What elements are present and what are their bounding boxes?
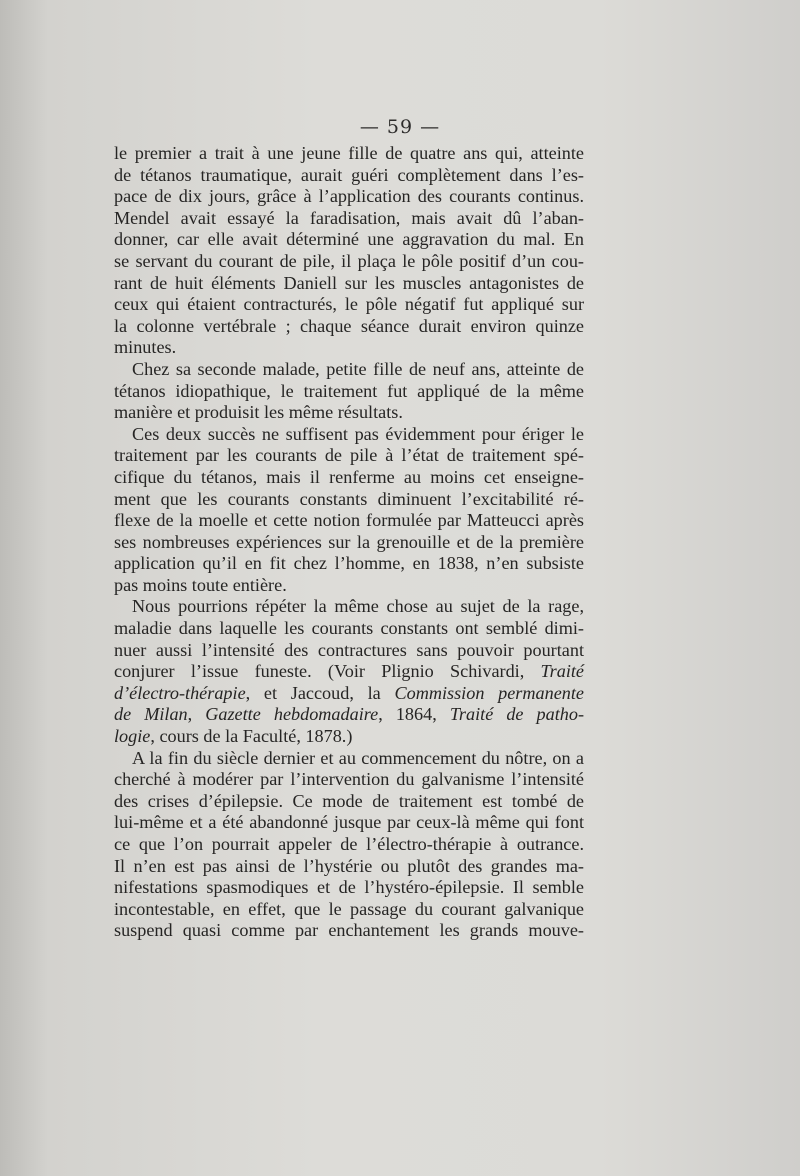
text-line: nifestations spasmodiques et de l’hystéro-épilepsie. Il semble xyxy=(114,877,584,898)
text-line: flexe de la moelle et cette notion formulée par Matteucci après xyxy=(114,510,584,531)
text-line: ce que l’on pourrait appeler de l’électro-thérapie à outrance. xyxy=(114,834,584,854)
text-line: Ces deux succès ne suffisent pas évidemment pour ériger le xyxy=(132,423,584,444)
text-line: pas moins toute entière. xyxy=(114,574,287,595)
text-line: tétanos idiopathique, le traitement fut appliqué de la même xyxy=(114,380,584,401)
text-line: suspend quasi comme par enchantement les grands mouve- xyxy=(114,920,584,941)
text-line: se servant du courant de pile, il plaça le pôle positif d’un cou- xyxy=(114,250,584,271)
text-line: rant de huit éléments Daniell sur les muscles antagonistes de xyxy=(114,272,584,293)
text-line: application qu’il en fit chez l’homme, en 1838, n’en subsiste xyxy=(114,553,584,574)
text-line: cherché à modérer par l’intervention du galvanisme l’intensité xyxy=(114,769,584,790)
text-line: Il n’en est pas ainsi de l’hystérie ou plutôt des grandes ma- xyxy=(114,855,584,876)
text-line: d’électro-thérapie, et Jaccoud, la Commission permanente xyxy=(114,682,584,703)
text-line: ment que les courants constants diminuent l’excitabilité ré- xyxy=(114,488,584,509)
text-line: des crises d’épilepsie. Ce mode de traitement est tombé de xyxy=(114,790,584,811)
text-line: minutes. xyxy=(114,337,177,358)
text-line: logie, cours de la Faculté, 1878.) xyxy=(114,726,353,747)
text-line: lui-même et a été abandonné jusque par ceux-là même qui font xyxy=(114,812,584,833)
text-line: de Milan, Gazette hebdomadaire, 1864, Traité de patho- xyxy=(114,704,585,725)
text-line: Chez sa seconde malade, petite fille de neuf ans, atteinte de xyxy=(132,358,584,379)
text-line: Nous pourrions répéter la même chose au sujet de la rage, xyxy=(132,596,584,617)
text-line: ses nombreuses expériences sur la grenouille et de la première xyxy=(114,531,584,552)
text-line: A la fin du siècle dernier et au commencement du nôtre, on a xyxy=(132,747,584,768)
page-number: — 59 — xyxy=(359,116,441,138)
text-line: cifique du tétanos, mais il renferme au moins cet enseigne- xyxy=(114,466,584,487)
text-line: pace de dix jours, grâce à l’application des courants continus. xyxy=(114,186,584,207)
text-line: manière et produisit les même résultats. xyxy=(114,402,403,423)
text-line: donner, car elle avait déterminé une aggravation du mal. En xyxy=(114,229,584,250)
text-line: le premier a trait à une jeune fille de quatre ans qui, atteinte xyxy=(114,143,584,163)
text-line: Mendel avait essayé la faradisation, mais avait dû l’aban- xyxy=(114,207,584,228)
text-line: traitement par les courants de pile à l’état de traitement spé- xyxy=(114,445,584,466)
body-text xyxy=(114,143,584,942)
text-line: maladie dans laquelle les courants constants ont semblé dimi- xyxy=(114,618,584,639)
text-line: de tétanos traumatique, aurait guéri complètement dans l’es- xyxy=(114,164,584,185)
text-line: ceux qui étaient contracturés, le pôle négatif fut appliqué sur xyxy=(114,294,584,315)
text-line: conjurer l’issue funeste. (Voir Plignio Schivardi, Traité xyxy=(114,661,584,682)
text-line: incontestable, en effet, que le passage du courant galvanique xyxy=(114,898,584,919)
text-line: nuer aussi l’intensité des contractures sans pouvoir pourtant xyxy=(114,639,584,660)
text-line: la colonne vertébrale ; chaque séance durait environ quinze xyxy=(114,315,584,336)
